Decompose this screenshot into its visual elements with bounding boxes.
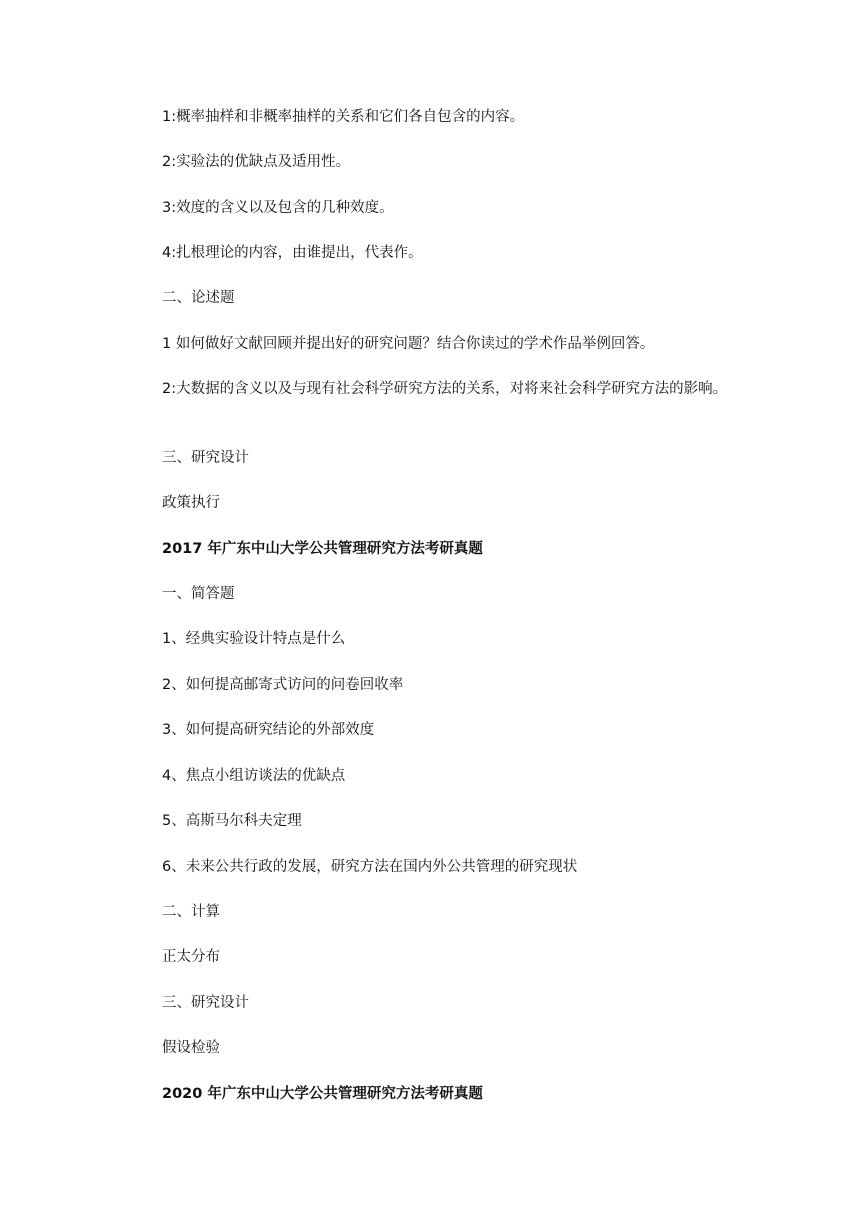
question-item: 政策执行 [162, 495, 220, 511]
question-item: 假设检验 [162, 1040, 220, 1056]
question-item: 2:大数据的含义以及与现有社会科学研究方法的关系，对将来社会科学研究方法的影响。 [162, 381, 728, 397]
exam-title: 2020 年广东中山大学公共管理研究方法考研真题 [162, 1086, 483, 1102]
question-item: 1:概率抽样和非概率抽样的关系和它们各自包含的内容。 [162, 109, 525, 125]
section-heading: 三、研究设计 [162, 450, 249, 466]
question-item: 2、如何提高邮寄式访问的问卷回收率 [162, 677, 404, 693]
question-item: 4、焦点小组访谈法的优缺点 [162, 768, 346, 784]
question-item: 1 如何做好文献回顾并提出好的研究问题？结合你读过的学术作品举例回答。 [162, 336, 655, 352]
question-item: 2:实验法的优缺点及适用性。 [162, 154, 351, 170]
section-heading: 一、简答题 [162, 586, 235, 602]
exam-title: 2017 年广东中山大学公共管理研究方法考研真题 [162, 541, 483, 557]
question-item: 5、高斯马尔科夫定理 [162, 813, 302, 829]
question-item: 6、未来公共行政的发展，研究方法在国内外公共管理的研究现状 [162, 859, 578, 875]
section-heading: 二、计算 [162, 904, 220, 920]
question-item: 正太分布 [162, 949, 220, 965]
question-item: 3、如何提高研究结论的外部效度 [162, 722, 375, 738]
section-heading: 二、论述题 [162, 290, 235, 306]
question-item: 1、经典实验设计特点是什么 [162, 631, 346, 647]
question-item: 4:扎根理论的内容，由谁提出，代表作。 [162, 245, 423, 261]
question-item: 3:效度的含义以及包含的几种效度。 [162, 200, 394, 216]
section-heading: 三、研究设计 [162, 995, 249, 1011]
